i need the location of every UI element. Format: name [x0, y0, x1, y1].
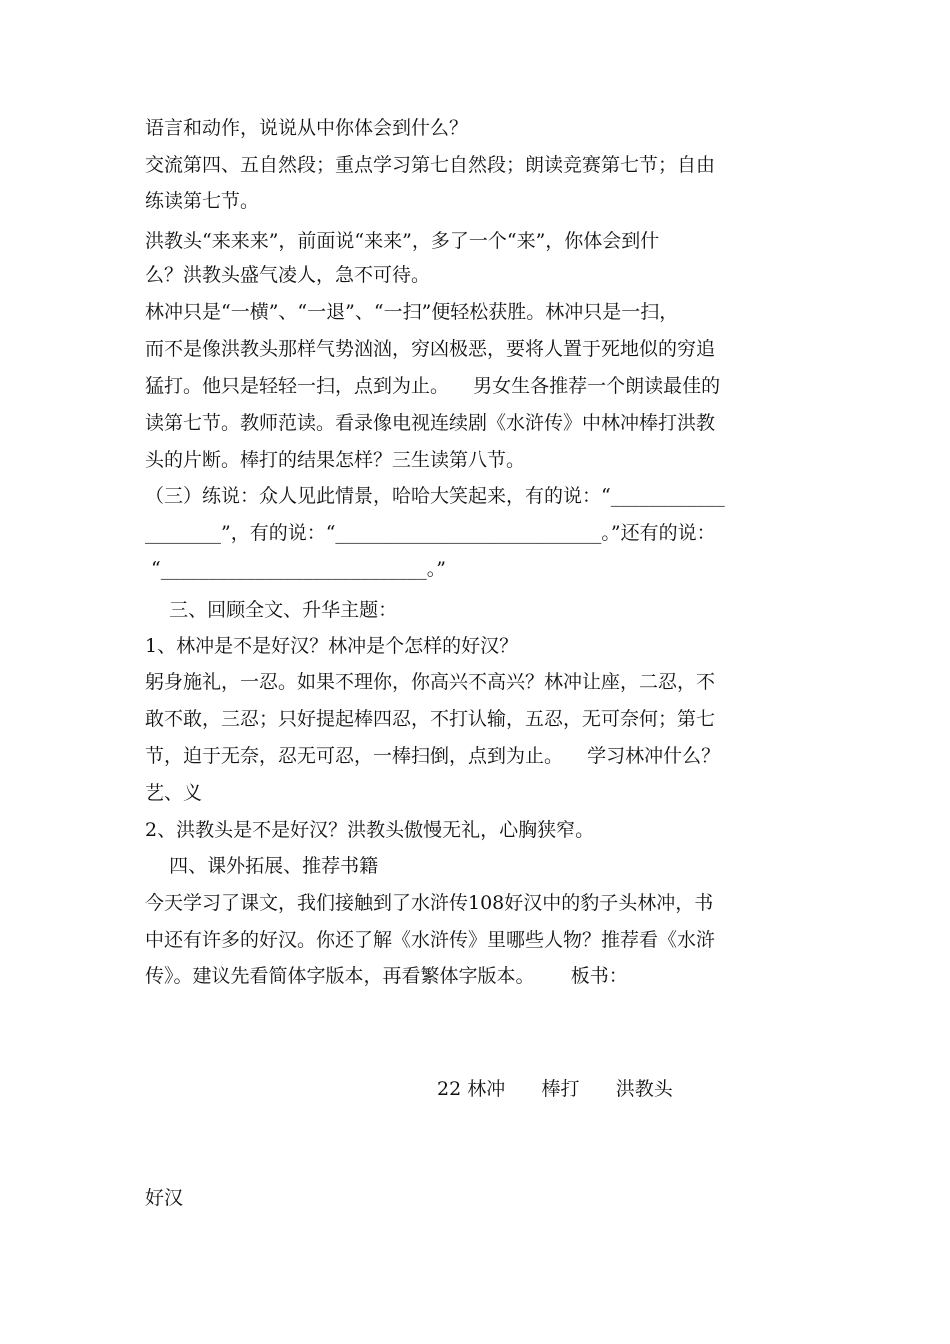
- text-line: 敢不敢，三忍；只好提起棒四忍，不打认输，五忍，无可奈何；第七: [145, 708, 716, 730]
- text-line: 节，迫于无奈，忍无可忍，一棒扫倒，点到为止。 学习林冲什么？: [145, 745, 721, 767]
- section-heading: 四、课外拓展、推荐书籍: [145, 855, 379, 877]
- text-line: 头的片断。棒打的结果怎样？三生读第八节。: [145, 449, 526, 471]
- text-line: 中还有许多的好汉。你还了解《水浒传》里哪些人物？推荐看《水浒: [145, 929, 716, 951]
- text-line: 交流第四、五自然段；重点学习第七自然段；朗读竞赛第七节；自由: [145, 154, 716, 176]
- text-line: 猛打。他只是轻轻一扫，点到为止。 男女生各推荐一个朗读最佳的: [145, 375, 721, 397]
- text-line: 洪教头“来来来”，前面说“来来”，多了一个“来”，你体会到什: [145, 230, 660, 252]
- text-line: 而不是像洪教头那样气势汹汹，穷凶极恶，要将人置于死地似的穷追: [145, 338, 716, 360]
- text-line: 1、林冲是不是好汉？林冲是个怎样的好汉？: [145, 635, 519, 657]
- text-line: 今天学习了课文，我们接触到了水浒传108好汉中的豹子头林冲，书: [145, 892, 714, 914]
- text-line: 传》。建议先看简体字版本，再看繁体字版本。 板书：: [145, 965, 628, 987]
- board-title: 22 林冲 棒打 洪教头: [437, 1078, 673, 1100]
- text-line: 林冲只是“一横”、“一退”、“一扫”便轻松获胜。林冲只是一扫，: [145, 301, 679, 323]
- section-heading: 三、回顾全文、升华主题：: [145, 599, 398, 621]
- text-line: 么？洪教头盛气凌人，急不可待。: [145, 264, 431, 286]
- board-footer: 好汉: [145, 1187, 184, 1209]
- text-line: 艺、义: [145, 782, 203, 804]
- text-line: 语言和动作，说说从中你体会到什么？: [145, 117, 469, 139]
- text-line: ________”，有的说：“____________________________。”还有的说：: [145, 522, 716, 544]
- text-line: （三）练说：众人见此情景，哈哈大笑起来，有的说：“____________: [145, 485, 725, 507]
- text-line: 躬身施礼，一忍。如果不理你，你高兴不高兴？林冲让座，二忍，不: [145, 671, 716, 693]
- text-line: 练读第七节。: [145, 190, 260, 212]
- text-line: 读第七节。教师范读。看录像电视连续剧《水浒传》中林冲棒打洪教: [145, 412, 716, 434]
- text-line: 2、洪教头是不是好汉？洪教头傲慢无礼，心胸狭窄。: [145, 819, 595, 841]
- text-line: “____________________________。”: [145, 558, 446, 580]
